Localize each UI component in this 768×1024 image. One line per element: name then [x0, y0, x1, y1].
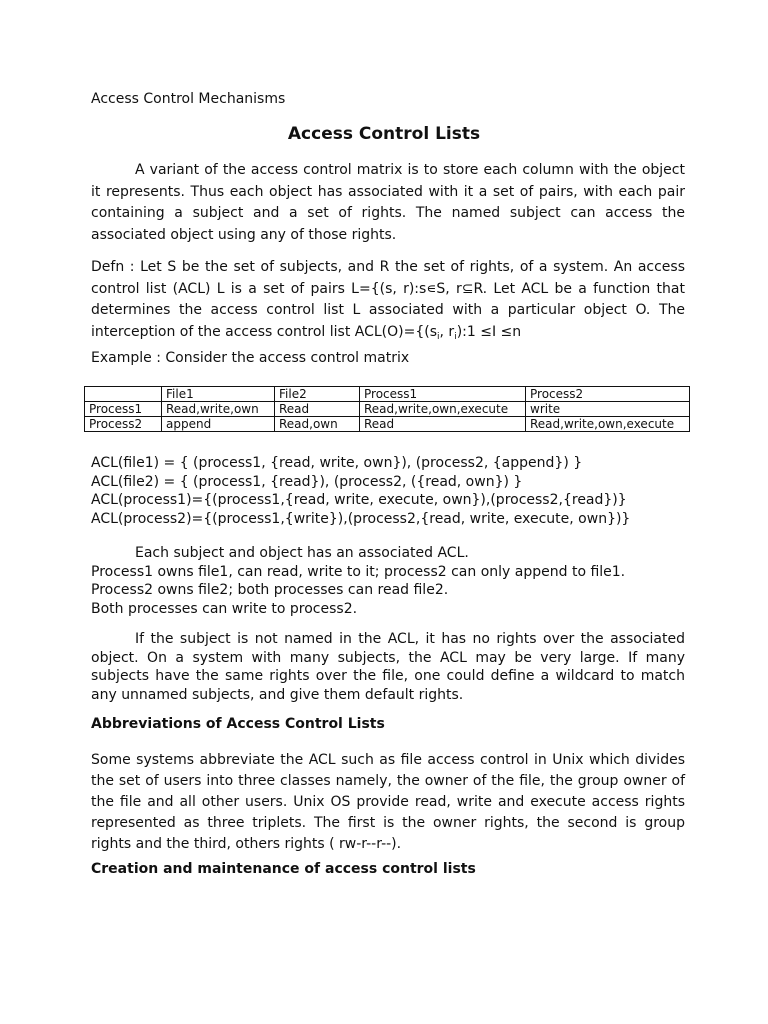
page-title: Access Control Lists — [287, 124, 481, 144]
matrix-header-row — [85, 387, 690, 402]
matrix-cell: append — [162, 417, 275, 432]
definition-text-2: , r — [439, 323, 455, 340]
access-control-matrix — [84, 386, 690, 432]
definition-text-1: Defn : Let S be the set of subjects, and R the set of rights, of a system. An access control list (ACL) L is a set of pairs L={(s, r):s∊S, r⊆R. Let ACL be a function that determines the access control list L associated with a particular object O. The interception of the access control list ACL(O)={(s — [91, 259, 685, 340]
matrix-cell: Read,write,own,execute — [526, 417, 690, 432]
ownership-line: Both processes can write to process2. — [91, 600, 358, 617]
acl-line: ACL(file1) = { (process1, {read, write, own}), (process2, {append}) } — [91, 455, 583, 471]
section-label: Access Control Mechanisms — [91, 91, 286, 107]
intro-paragraph: A variant of the access control matrix is to store each column with the object it represents. Thus each object has associated with it a set of pairs, with each pair containing a subject and a set of rights. The named subject can access the associated object using any of those rights. — [91, 162, 685, 243]
matrix-cell: Process2 — [85, 417, 162, 432]
matrix-header-cell: Process2 — [526, 387, 690, 402]
ownership-line: Process2 owns file2; both processes can read file2. — [91, 582, 449, 598]
matrix-row — [85, 402, 690, 417]
creation-heading: Creation and maintenance of access control lists — [91, 861, 476, 877]
subscript-i-2: i — [454, 331, 457, 342]
acl-line: ACL(process2)={(process1,{write}),(process2,{read, write, execute, own})} — [91, 510, 631, 527]
abbreviations-paragraph: Some systems abbreviate the ACL such as file access control in Unix which divides the set of users into three classes namely, the owner of the file, the group owner of the file and all other users. Unix OS provide read, write and execute access rights represented as three triplets. The first is the owner rights, the second is group rights and the third, others rights ( rw-r--r--). — [91, 752, 685, 852]
ownership-line: Process1 owns file1, can read, write to it; process2 can only append to file1. — [91, 563, 626, 580]
matrix-cell: Read,write,own — [162, 402, 275, 417]
matrix-header-cell: Process1 — [360, 387, 526, 402]
matrix-cell: Read — [275, 402, 360, 417]
matrix-cell: Read,write,own,execute — [360, 402, 526, 417]
matrix-header-cell: File1 — [162, 387, 275, 402]
acl-line: ACL(process1)={(process1,{read, write, execute, own}),(process2,{read})} — [91, 492, 627, 508]
definition-paragraph — [91, 257, 685, 348]
definition-text-3: ):1 ≤I ≤n — [456, 323, 522, 340]
ownership-line: Each subject and object has an associated ACL. — [135, 545, 469, 561]
matrix-cell: Process1 — [85, 402, 162, 417]
abbreviations-heading: Abbreviations of Access Control Lists — [91, 716, 385, 732]
acl-line: ACL(file2) = { (process1, {read}), (process2, ({read, own}) } — [91, 473, 523, 490]
unnamed-subject-paragraph: If the subject is not named in the ACL, it has no rights over the associated object. On a system with many subjects, the ACL may be very large. If many subjects have the same rights over the file, one could define a wildcard to match any unnamed subjects, and give them default rights. — [91, 631, 685, 703]
matrix-row — [85, 417, 690, 432]
matrix-cell: write — [526, 402, 690, 417]
matrix-header-cell: File2 — [275, 387, 360, 402]
matrix-cell: Read — [360, 417, 526, 432]
matrix-cell: Read,own — [275, 417, 360, 432]
subscript-i-1: i — [437, 331, 440, 342]
matrix-header-cell — [85, 387, 162, 402]
ownership-notes — [91, 544, 691, 618]
example-intro: Example : Consider the access control matrix — [91, 350, 410, 366]
acl-listing — [91, 454, 691, 528]
